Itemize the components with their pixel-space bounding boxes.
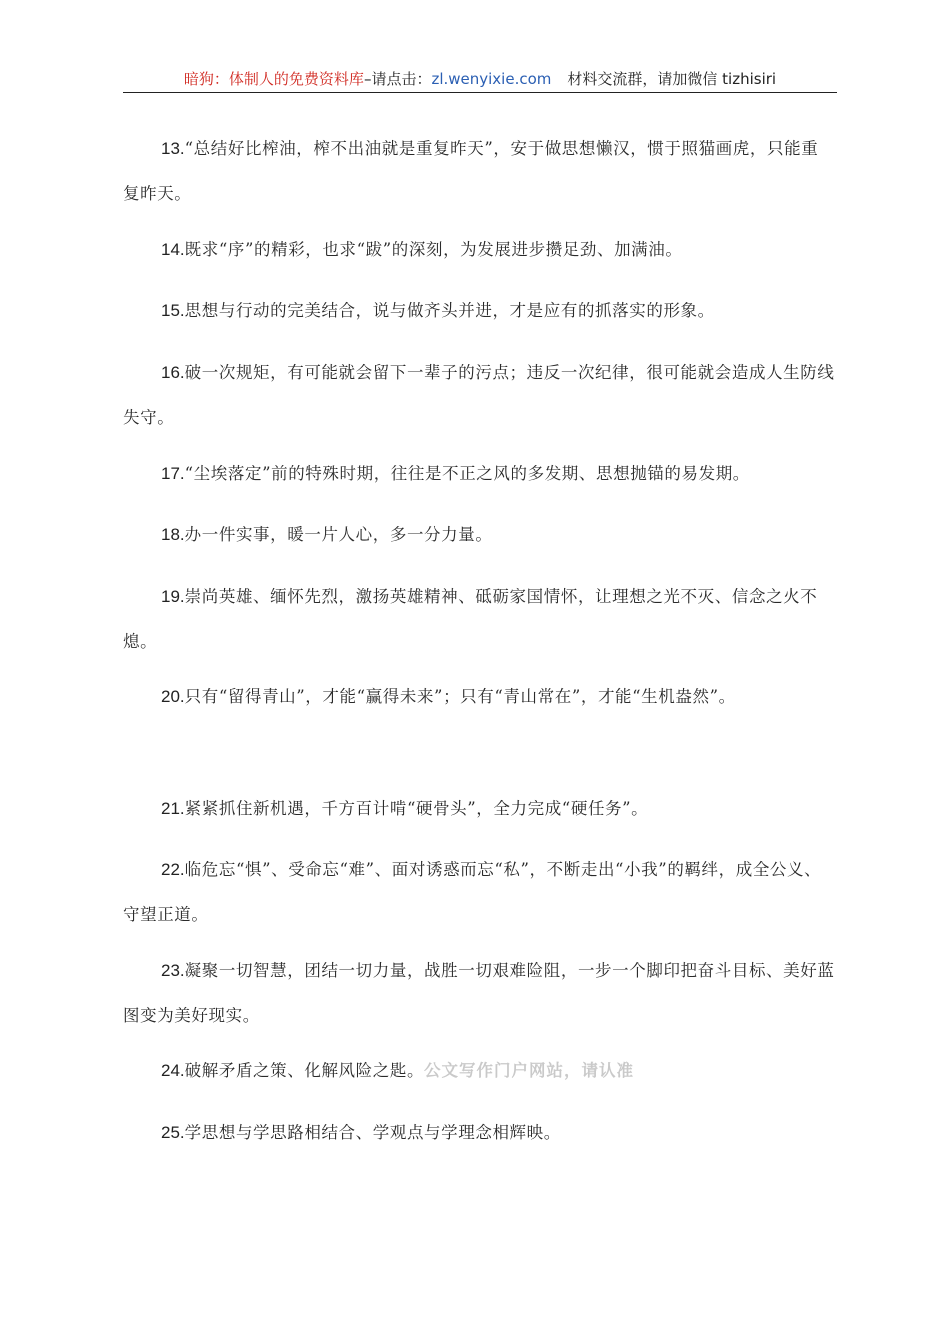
item-text: 临危忘“惧”、受命忘“难”、面对诱惑而忘“私”，不断走出“小我”的羁绊，成全公义、守望正道。 xyxy=(123,860,822,924)
item-text: 凝聚一切智慧，团结一切力量，战胜一切艰难险阻，一步一个脚印把奋斗目标、美好蓝图变为美好现实。 xyxy=(123,961,835,1025)
list-item xyxy=(123,786,835,831)
item-text: 思想与行动的完美结合，说与做齐头并进，才是应有的抓落实的形象。 xyxy=(184,301,715,320)
item-number: 23. xyxy=(161,961,185,980)
item-text: 学思想与学思路相结合、学观点与学理念相辉映。 xyxy=(184,1123,561,1142)
page-header xyxy=(123,68,837,93)
list-item xyxy=(123,948,835,1038)
item-text: 办一件实事，暖一片人心，多一分力量。 xyxy=(184,525,493,544)
item-text: 紧紧抓住新机遇，千方百计啃“硬骨头”，全力完成“硬任务”。 xyxy=(184,799,649,818)
item-number: 15. xyxy=(161,301,185,320)
item-text: 既求“序”的精彩，也求“跋”的深刻，为发展进步攒足劲、加满油。 xyxy=(184,240,683,259)
watermark-text: 公文写作门户网站，请认准 xyxy=(424,1061,635,1080)
item-text: 破一次规矩，有可能就会留下一辈子的污点；违反一次纪律，很可能就会造成人生防线失守。 xyxy=(123,363,835,427)
list-item xyxy=(123,451,835,496)
item-number: 20. xyxy=(161,687,185,706)
list-item xyxy=(123,1110,835,1155)
list-item xyxy=(123,288,835,333)
list-item xyxy=(123,350,835,440)
item-number: 24. xyxy=(161,1061,185,1080)
item-number: 22. xyxy=(161,860,185,879)
item-number: 13. xyxy=(161,139,185,158)
list-item xyxy=(123,574,835,664)
item-text: 只有“留得青山”，才能“赢得未来”；只有“青山常在”，才能“生机盎然”。 xyxy=(184,687,736,706)
item-number: 14. xyxy=(161,240,185,259)
item-number: 16. xyxy=(161,363,185,382)
item-number: 25. xyxy=(161,1123,185,1142)
header-contact: 材料交流群，请加微信 tizhisiri xyxy=(567,70,777,88)
item-number: 18. xyxy=(161,525,185,544)
item-text: “总结好比榨油，榨不出油就是重复昨天”，安于做思想懒汉，惯于照猫画虎，只能重复昨天。 xyxy=(123,139,819,203)
item-number: 17. xyxy=(161,464,185,483)
list-item xyxy=(123,674,835,719)
item-number: 21. xyxy=(161,799,185,818)
list-item xyxy=(123,847,835,937)
list-item xyxy=(123,126,835,216)
item-text: 破解矛盾之策、化解风险之匙。 xyxy=(184,1061,425,1080)
list-item xyxy=(123,1048,835,1093)
list-item xyxy=(123,512,835,557)
item-text: 崇尚英雄、缅怀先烈，激扬英雄精神、砥砺家国情怀，让理想之光不灭、信念之火不熄。 xyxy=(123,587,818,651)
header-click-prompt: –请点击： xyxy=(363,70,432,88)
list-item xyxy=(123,227,835,272)
header-brand: 暗狗：体制人的免费资料库 xyxy=(183,70,364,88)
header-url-link[interactable]: zl.wenyixie.com xyxy=(431,70,552,88)
item-text: “尘埃落定”前的特殊时期，往往是不正之风的多发期、思想抛锚的易发期。 xyxy=(184,464,750,483)
item-number: 19. xyxy=(161,587,185,606)
